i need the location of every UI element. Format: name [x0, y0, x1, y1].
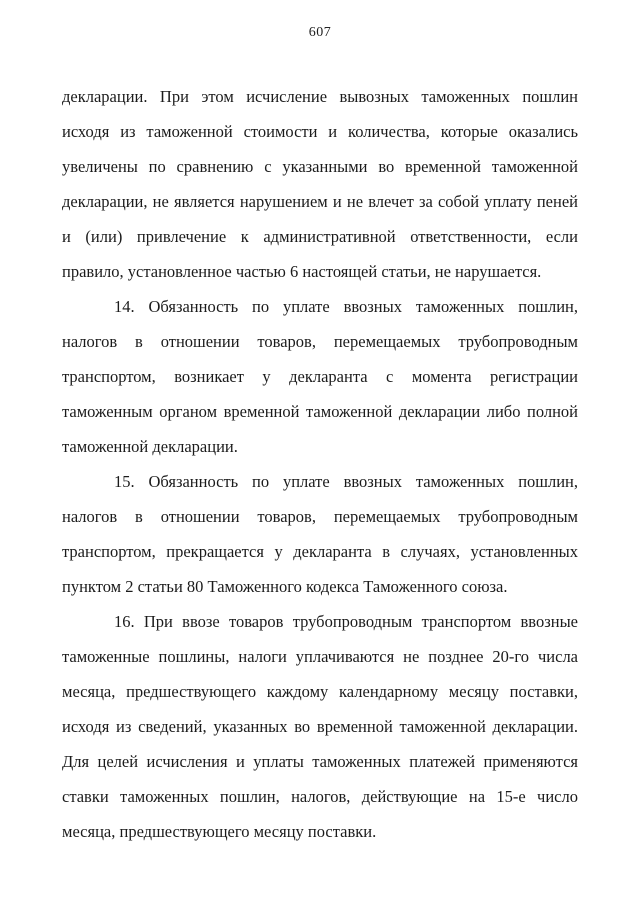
paragraph-item-15: 15. Обязанность по уплате ввозных таможенных пошлин, налогов в отношении товаров, перемещаемых трубопроводным транспортом, прекращается у декларанта в случаях, установленных пунктом 2 статьи 80 Таможенного кодекса Таможенного союза. [62, 472, 578, 596]
document-body [0, 41, 640, 849]
paragraph-item-16: 16. При ввозе товаров трубопроводным транспортом ввозные таможенные пошлины, налоги уплачиваются не позднее 20-го числа месяца, предшествующего каждому календарному месяцу поставки, исходя из сведений, указанных во временной таможенной декларации. Для целей исчисления и уплаты таможенных платежей применяются ставки таможенных пошлин, налогов, действующие на 15-е число месяца, предшествующего месяцу поставки. [62, 612, 578, 841]
paragraph-item-14: 14. Обязанность по уплате ввозных таможенных пошлин, налогов в отношении товаров, перемещаемых трубопроводным транспортом, возникает у декларанта с момента регистрации таможенным органом временной таможенной декларации либо полной таможенной декларации. [62, 297, 578, 456]
paragraph-continuation: декларации. При этом исчисление вывозных таможенных пошлин исходя из таможенной стоимости и количества, которые оказались увеличены по сравнению с указанными во временной таможенной декларации, не является нарушением и не влечет за собой уплату пеней и (или) привлечение к административной ответственности, если правило, установленное частью 6 настоящей статьи, не нарушается. [62, 87, 578, 281]
page-number: 607 [308, 25, 332, 40]
